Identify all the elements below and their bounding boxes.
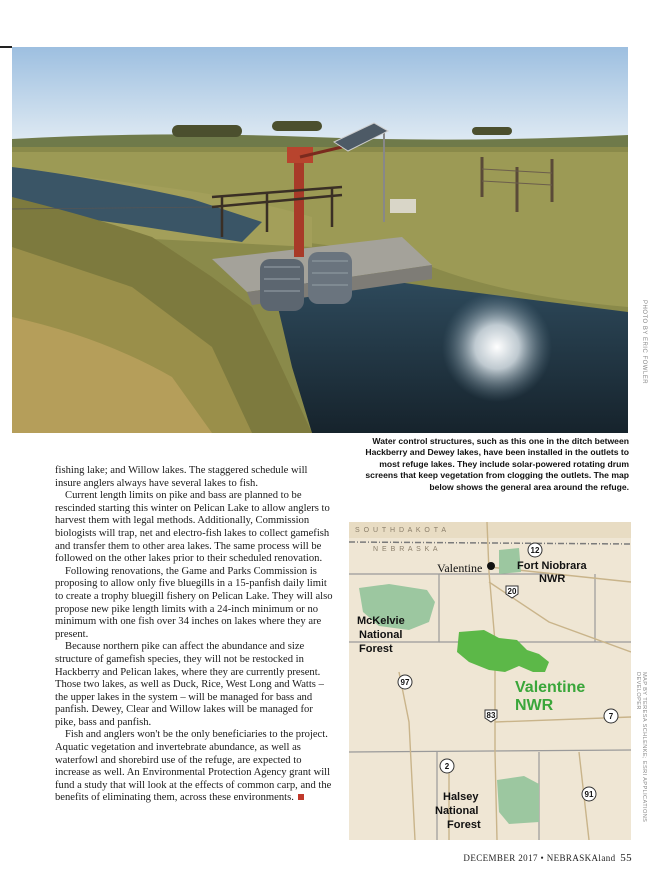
label-halsey-forest: Forest <box>447 819 481 831</box>
highway-2-shield: 2 <box>444 762 450 771</box>
highway-12-shield: 12 <box>530 546 540 555</box>
valentine-city-dot <box>487 562 495 570</box>
highway-7-shield: 7 <box>608 712 614 721</box>
label-mckelvie-national: National <box>359 629 403 641</box>
highway-97-shield: 97 <box>400 678 410 687</box>
halsey-forest-area <box>497 776 539 824</box>
label-valentine-refuge: Valentine <box>515 679 586 696</box>
page-footer <box>440 852 632 864</box>
paragraph-5-text: Fish and anglers won't be the only beneficiaries to the project. Aquatic vegetation and invertebrate abundance, as well as waterfowl and shorebird use of the refuge, are expected to increase as well. An Environmental Protection Agency grant will fund a study that will look at the effects of common carp, and the benefits of eliminating them, across these environments. <box>55 729 332 804</box>
highway-20-shield: 20 <box>507 587 517 596</box>
top-rule <box>0 46 12 48</box>
page-number: 55 <box>620 852 632 864</box>
label-mckelvie: McKelvie <box>357 615 405 627</box>
water-control-photo <box>12 47 628 433</box>
label-fort-niobrara: Fort Niobrara <box>517 560 587 572</box>
paragraph-1: fishing lake; and Willow lakes. The staggered schedule will insure anglers always have several lakes to fish. <box>55 465 308 489</box>
article-body <box>55 465 336 805</box>
photo-credit: PHOTO BY ERIC FOWLER <box>641 300 647 385</box>
highway-91-shield: 91 <box>584 790 594 799</box>
state-label-south-dakota: S O U T H D A K O T A <box>355 527 448 534</box>
label-halsey: Halsey <box>443 791 479 803</box>
highway-83-shield: 83 <box>486 711 496 720</box>
paragraph-3: Following renovations, the Game and Parks Commission is proposing to allow only five bluegills in a 15-panfish daily limit to create a trophy bluegill fishery on Pelican Lake. They will also propose new pike length limits with a 24-inch minimum or no minimum with one fish over 34 inches on lakes where they are present. <box>55 565 333 640</box>
map-credit: MAP BY TERESA SCHLENKE; ESRI APPLICATIONS DEVELOPER <box>635 672 647 823</box>
paragraph-2: Current length limits on pike and bass are planned to be rescinded starting this winter on Pelican Lake to allow anglers to harvest them with legal methods. Additionally, Commission biologists will trap, net and electro-fish lakes to collect gamefish and transfer them to other area lakes. The same process will be followed on the other lakes prior to their scheduled renovation. <box>55 490 330 565</box>
state-label-nebraska: N E B R A S K A <box>373 546 439 553</box>
refuge-area-map <box>349 522 631 840</box>
paragraph-5 <box>55 729 336 805</box>
photo-caption: Water control structures, such as this one in the ditch between Hackberry and Dewey lakes, have been installed in the outlets to most refuge lakes. They include solar-powered rotating drum screens that keep vegetation from clogging the outlets. The map below shows the general area around the refuge. <box>365 436 629 492</box>
city-label-valentine: Valentine <box>437 561 483 575</box>
label-valentine-refuge-nwr: NWR <box>515 697 554 714</box>
label-mckelvie-forest: Forest <box>359 643 393 655</box>
paragraph-4: Because northern pike can affect the abundance and size structure of gamefish species, they will not be restocked in Hackberry and Pelican lakes, where they are currently present. Those two lakes, as well as Duck, Rice, West Long and Watts – the upper lakes in the system – will be managed for bass and panfish. Dewey, Clear and Willow lakes will be managed for pike, bass and panfish. <box>55 641 324 728</box>
end-of-article-mark <box>298 794 304 800</box>
label-halsey-national: National <box>435 805 479 817</box>
issue-label: DECEMBER 2017 • NEBRASKAland <box>463 853 616 863</box>
label-fort-niobrara-nwr: NWR <box>539 573 566 585</box>
